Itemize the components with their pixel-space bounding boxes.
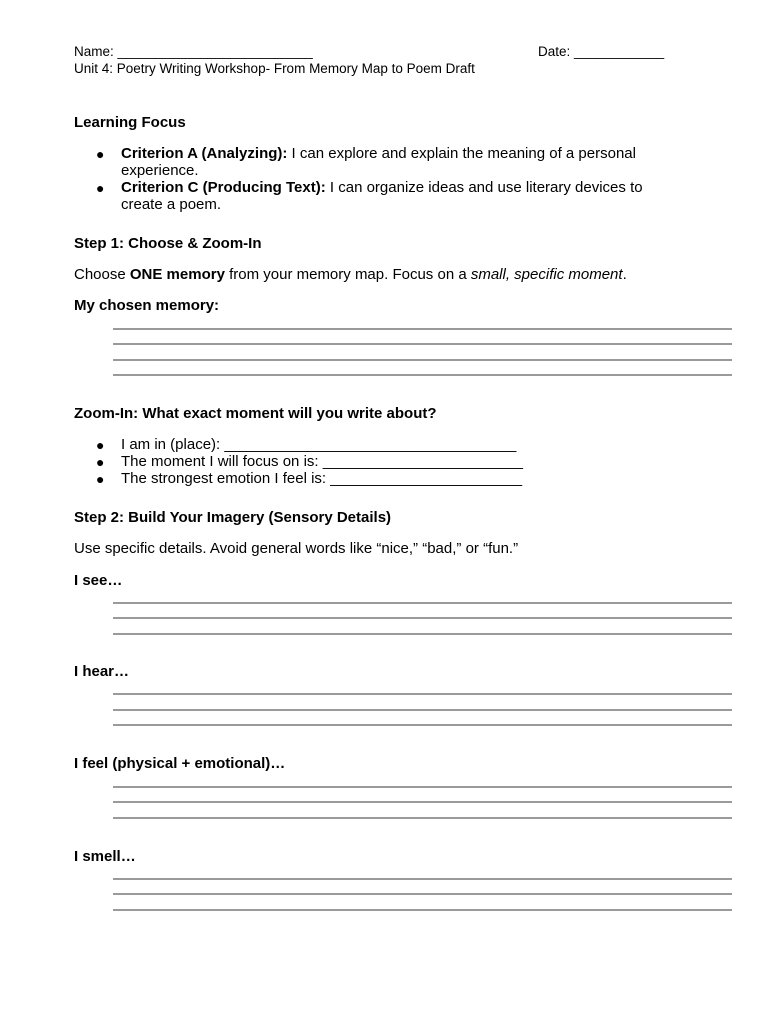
step1-heading: Step 1: Choose & Zoom-In [74, 235, 262, 252]
date-blank[interactable]: ____________ [574, 44, 665, 59]
step1-instruction-pre: Choose [74, 266, 130, 283]
i-feel-writing-line[interactable] [113, 817, 732, 819]
i-smell-writing-line[interactable] [113, 878, 732, 880]
bullet-icon: ● [96, 454, 105, 470]
zoom-in-heading: Zoom-In: What exact moment will you write about? [74, 405, 437, 422]
i-feel-writing-line[interactable] [113, 801, 732, 803]
bullet-icon: ● [96, 437, 105, 453]
bullet-icon: ● [96, 180, 105, 196]
name-line [74, 44, 313, 59]
unit-subtitle: Unit 4: Poetry Writing Workshop- From Memory Map to Poem Draft [74, 61, 475, 76]
zoom-moment-item[interactable]: The moment I will focus on is: ________________________ [121, 453, 523, 470]
criterion-a-text-cont: experience. [121, 162, 199, 179]
criterion-a-text: I can explore and explain the meaning of a personal [287, 145, 636, 162]
step1-instruction-bold: ONE memory [129, 266, 225, 283]
name-blank[interactable]: __________________________ [117, 44, 313, 59]
criterion-c-label: Criterion C (Producing Text): [121, 179, 326, 196]
i-see-writing-line[interactable] [113, 617, 732, 619]
zoom-emotion-item[interactable]: The strongest emotion I feel is: _______________________ [121, 470, 523, 487]
chosen-memory-writing-line[interactable] [113, 374, 732, 376]
i-see-writing-line[interactable] [113, 602, 732, 604]
i-feel-label: I feel (physical + emotional)… [74, 755, 286, 772]
chosen-memory-writing-line[interactable] [113, 328, 732, 330]
zoom-place-item[interactable]: I am in (place): ___________________________________ [121, 436, 517, 453]
chosen-memory-writing-line[interactable] [113, 359, 732, 361]
date-label: Date: [538, 44, 571, 59]
criterion-c [121, 179, 643, 213]
i-hear-writing-line[interactable] [113, 709, 732, 711]
chosen-memory-label: My chosen memory: [74, 297, 220, 314]
step2-heading: Step 2: Build Your Imagery (Sensory Details) [74, 509, 392, 526]
i-feel-writing-line[interactable] [113, 786, 732, 788]
criterion-a-label: Criterion A (Analyzing): [121, 145, 288, 162]
i-hear-writing-line[interactable] [113, 693, 732, 695]
i-hear-label: I hear… [74, 663, 130, 680]
step1-instruction-end: . [622, 266, 627, 283]
i-hear-writing-line[interactable] [113, 724, 732, 726]
bullet-icon: ● [96, 471, 105, 487]
date-line [538, 44, 664, 59]
criterion-c-text-cont: create a poem. [121, 196, 222, 213]
criterion-c-text: I can organize ideas and use literary devices to [325, 179, 643, 196]
i-smell-writing-line[interactable] [113, 909, 732, 911]
i-see-writing-line[interactable] [113, 633, 732, 635]
bullet-icon: ● [96, 146, 105, 162]
chosen-memory-writing-line[interactable] [113, 343, 732, 345]
criterion-a [121, 145, 636, 179]
name-label: Name: [74, 44, 114, 59]
step1-instruction-mid: from your memory map. Focus on a [224, 266, 471, 283]
i-smell-label: I smell… [74, 848, 136, 865]
i-smell-writing-line[interactable] [113, 893, 732, 895]
step2-instruction: Use specific details. Avoid general words like “nice,” “bad,” or “fun.” [74, 540, 519, 557]
step1-instruction [74, 266, 627, 283]
i-see-label: I see… [74, 572, 123, 589]
step1-instruction-italic: small, specific moment [470, 266, 623, 283]
learning-focus-heading: Learning Focus [74, 114, 186, 131]
